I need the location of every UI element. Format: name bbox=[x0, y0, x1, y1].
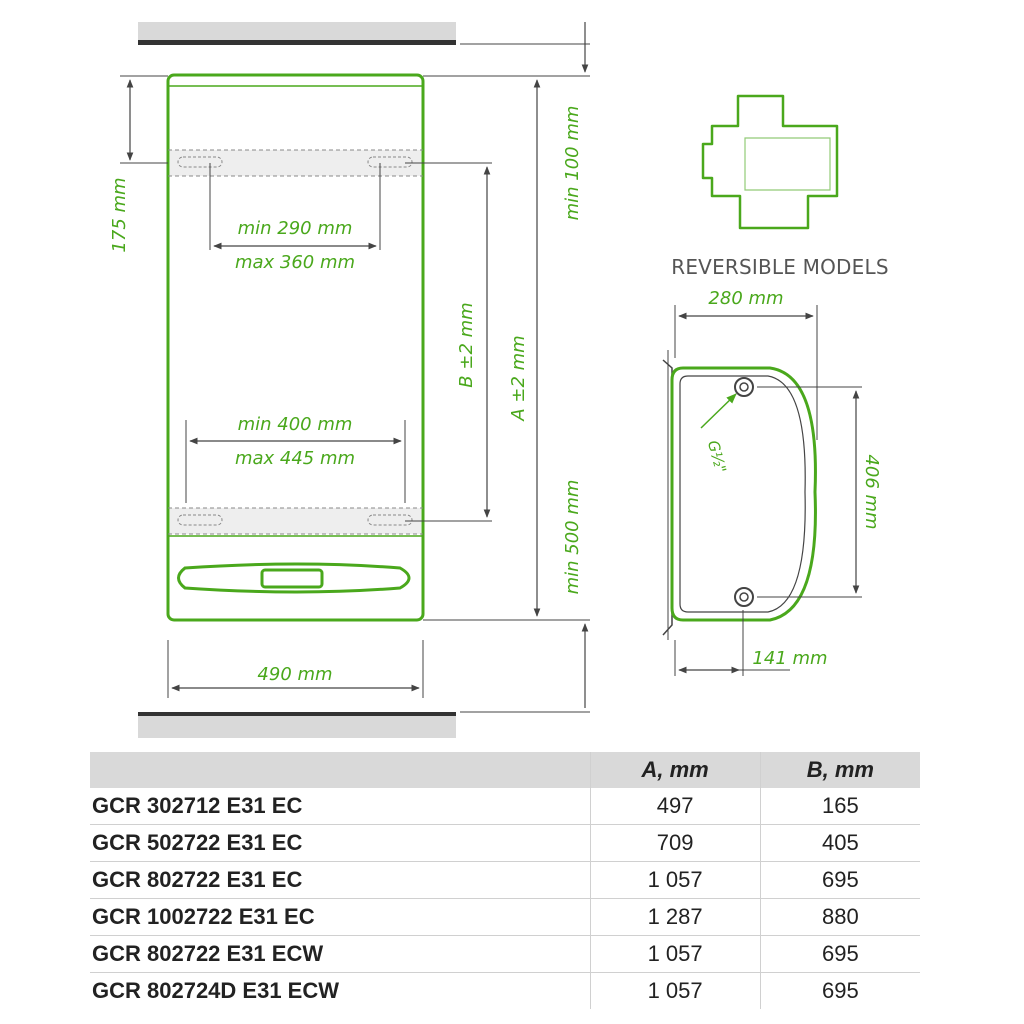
dim-clearance-top: min 100 mm bbox=[562, 105, 583, 221]
model-cell: GCR 802722 E31 ECW bbox=[90, 936, 590, 973]
lower-pipe-icon bbox=[735, 588, 753, 606]
dim-lower-min: min 400 mm bbox=[237, 414, 353, 435]
dim-a: A ±2 mm bbox=[508, 335, 529, 421]
dim-clearance-bottom: min 500 mm bbox=[562, 479, 583, 595]
dim-upper-min: min 290 mm bbox=[237, 218, 353, 239]
table-row bbox=[90, 862, 920, 899]
table-row bbox=[90, 936, 920, 973]
header-a: A, mm bbox=[590, 752, 760, 788]
dim-thread: G½" bbox=[703, 438, 730, 476]
dim-upper-max: max 360 mm bbox=[234, 252, 356, 273]
table-row bbox=[90, 788, 920, 825]
dim-lower-max: max 445 mm bbox=[234, 448, 356, 469]
header-b: B, mm bbox=[760, 752, 920, 788]
b-cell: 695 bbox=[760, 973, 920, 1010]
a-cell: 1 287 bbox=[590, 899, 760, 936]
dim-width: 490 mm bbox=[257, 664, 333, 685]
dim-175: 175 mm bbox=[109, 177, 130, 253]
table-header-row bbox=[90, 752, 920, 788]
dim-pipe-offset: 141 mm bbox=[752, 648, 828, 669]
lower-bracket-band bbox=[170, 508, 421, 534]
a-cell: 497 bbox=[590, 788, 760, 825]
ceiling-bar bbox=[138, 22, 456, 45]
display-window bbox=[262, 570, 322, 587]
b-cell: 405 bbox=[760, 825, 920, 862]
model-cell: GCR 302712 E31 EC bbox=[92, 793, 303, 818]
b-cell: 880 bbox=[760, 899, 920, 936]
model-cell: GCR 802724D E31 ECW bbox=[90, 973, 590, 1010]
b-cell: 165 bbox=[760, 788, 920, 825]
model-cell: GCR 1002722 E31 EC bbox=[90, 899, 590, 936]
model-cell: GCR 802722 E31 EC bbox=[90, 862, 590, 899]
reversible-models-icon bbox=[703, 96, 837, 228]
dim-depth: 280 mm bbox=[708, 288, 784, 309]
a-cell: 1 057 bbox=[590, 936, 760, 973]
dim-pipe-spacing: 406 mm bbox=[861, 454, 882, 530]
a-cell: 1 057 bbox=[590, 862, 760, 899]
model-spec-table bbox=[90, 752, 920, 1009]
header-model bbox=[90, 752, 590, 788]
b-cell: 695 bbox=[760, 936, 920, 973]
table-row bbox=[90, 825, 920, 862]
upper-bracket-band bbox=[170, 150, 421, 176]
table-row bbox=[90, 899, 920, 936]
dim-b: B ±2 mm bbox=[456, 302, 477, 388]
heater-front-view bbox=[168, 75, 423, 620]
table-row bbox=[90, 973, 920, 1010]
upper-pipe-icon bbox=[735, 378, 753, 396]
model-cell: GCR 502722 E31 EC bbox=[90, 825, 590, 862]
b-cell: 695 bbox=[760, 862, 920, 899]
a-cell: 1 057 bbox=[590, 973, 760, 1010]
reversible-caption: REVERSIBLE MODELS bbox=[671, 255, 889, 279]
floor-bar bbox=[138, 712, 456, 738]
a-cell: 709 bbox=[590, 825, 760, 862]
